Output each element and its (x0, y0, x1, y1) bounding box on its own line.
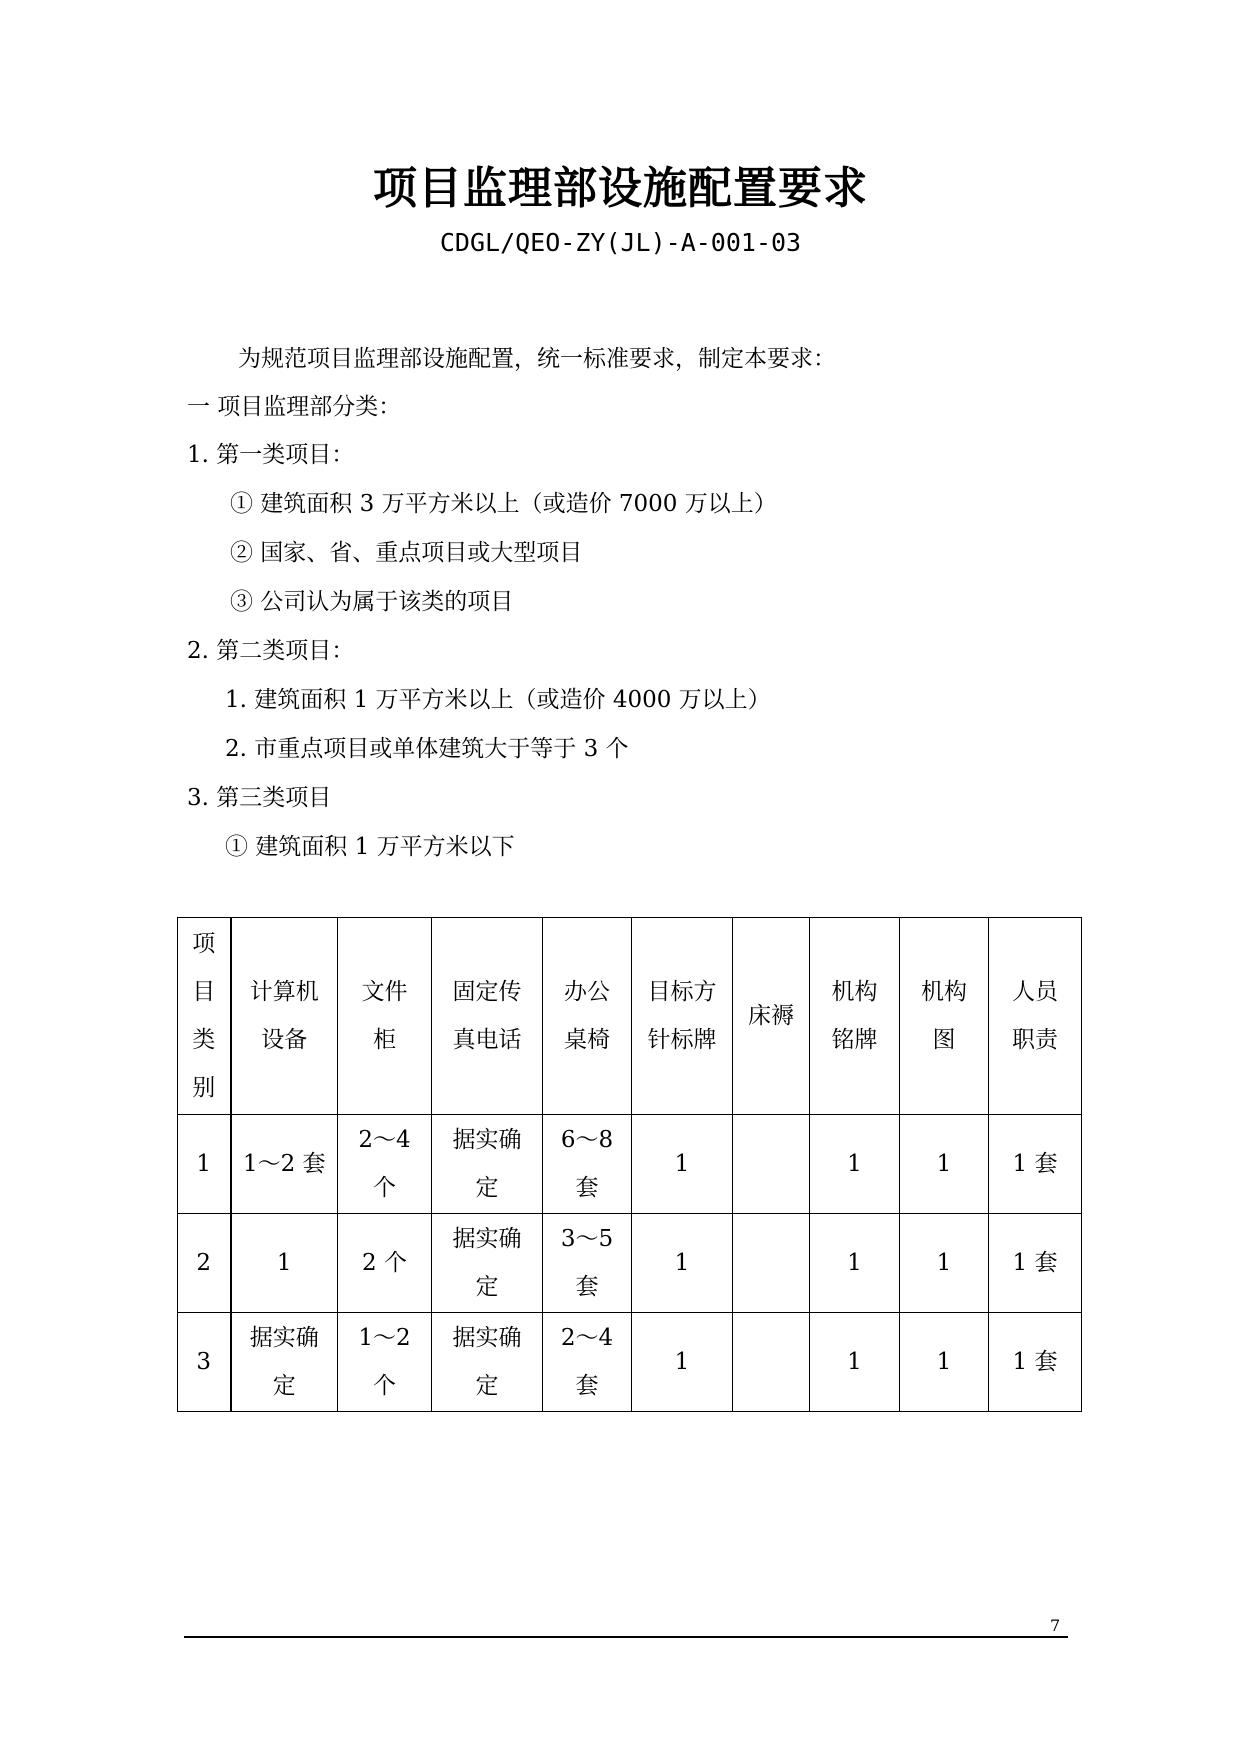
table-header-cell: 机构 铭牌 (810, 918, 900, 1115)
table-header-cell: 人员 职责 (989, 918, 1082, 1115)
table-cell: 1 (810, 1313, 900, 1412)
document-code: CDGL/QEO-ZY(JL)-A-001-03 (439, 228, 802, 257)
table-header-cell: 机构 图 (900, 918, 989, 1115)
category-3-heading: 3. 第三类项目 (187, 785, 332, 811)
table-header-cell: 固定传 真电话 (432, 918, 543, 1115)
table-cell: 1 (632, 1313, 733, 1412)
table-cell (733, 1313, 810, 1412)
table-cell: 1 (900, 1313, 989, 1412)
category-2-item: 1. 建筑面积 1 万平方米以上（或造价 4000 万以上） (225, 687, 771, 713)
table-row (178, 1313, 1082, 1412)
table-cell: 6～8 套 (543, 1115, 632, 1214)
category-1-item: ① 建筑面积 3 万平方米以上（或造价 7000 万以上） (230, 491, 777, 517)
table-header-cell: 项 目 类 别 (178, 918, 231, 1115)
table-cell (733, 1115, 810, 1214)
document-title: 项目监理部设施配置要求 (373, 163, 868, 214)
table-cell: 据实确 定 (432, 1313, 543, 1412)
table-cell: 1 (900, 1115, 989, 1214)
table-cell: 1 套 (989, 1313, 1082, 1412)
table-header-cell: 文件 柜 (338, 918, 432, 1115)
table-cell: 1 (900, 1214, 989, 1313)
table-cell: 据实确 定 (231, 1313, 338, 1412)
table-cell: 1 (231, 1214, 338, 1313)
table-header-cell: 目标方 针标牌 (632, 918, 733, 1115)
table-cell: 据实确 定 (432, 1115, 543, 1214)
table-cell: 1 套 (989, 1214, 1082, 1313)
table-cell: 2 (178, 1214, 231, 1313)
table-cell: 3 (178, 1313, 231, 1412)
table-header-cell: 计算机 设备 (231, 918, 338, 1115)
table-cell: 3～5 套 (543, 1214, 632, 1313)
facility-config-table (177, 917, 1082, 1412)
page-number: 7 (1050, 1616, 1061, 1635)
table-cell: 1～2 套 (231, 1115, 338, 1214)
table-cell: 1～2 个 (338, 1313, 432, 1412)
table-cell: 1 (178, 1115, 231, 1214)
table-cell: 1 套 (989, 1115, 1082, 1214)
table-header-cell: 床褥 (733, 918, 810, 1115)
table-header-cell: 办公 桌椅 (543, 918, 632, 1115)
table-cell: 1 (810, 1115, 900, 1214)
category-1-heading: 1. 第一类项目： (187, 442, 355, 468)
table-cell: 2 个 (338, 1214, 432, 1313)
category-2-heading: 2. 第二类项目： (187, 638, 355, 664)
table-cell: 2～4 套 (543, 1313, 632, 1412)
table-cell: 1 (632, 1214, 733, 1313)
table-cell (733, 1214, 810, 1313)
table-header-row (178, 918, 1082, 1115)
category-1-item: ② 国家、省、重点项目或大型项目 (230, 540, 583, 566)
table-cell: 据实确 定 (432, 1214, 543, 1313)
category-3-item: ① 建筑面积 1 万平方米以下 (225, 834, 515, 860)
footer-rule (184, 1636, 1068, 1638)
category-2-item: 2. 市重点项目或单体建筑大于等于 3 个 (225, 736, 629, 762)
table-row (178, 1115, 1082, 1214)
table-row (178, 1214, 1082, 1313)
intro-paragraph: 为规范项目监理部设施配置，统一标准要求，制定本要求： (238, 346, 836, 372)
category-1-item: ③ 公司认为属于该类的项目 (230, 589, 514, 615)
table-cell: 1 (632, 1115, 733, 1214)
table-cell: 1 (810, 1214, 900, 1313)
section-heading: 一 项目监理部分类： (187, 394, 402, 420)
table-cell: 2～4 个 (338, 1115, 432, 1214)
